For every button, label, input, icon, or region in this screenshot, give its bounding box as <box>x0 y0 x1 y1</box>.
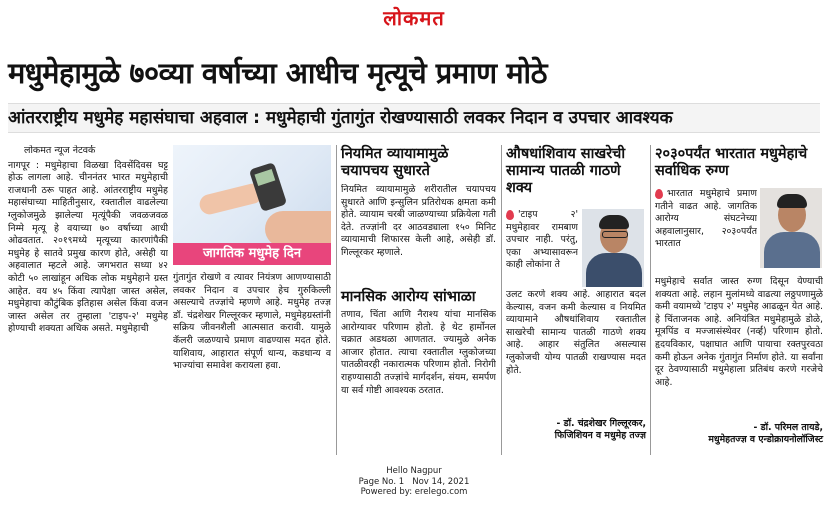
glucose-meter-icon <box>249 162 287 212</box>
article-column-1 <box>8 145 168 457</box>
signature-tayade <box>655 422 823 446</box>
footer-powered-by: Powered by: erelego.com <box>360 487 468 497</box>
glucose-test-photo <box>173 145 331 265</box>
page-footer <box>0 466 828 498</box>
without-medicine-text: उलट करणे शक्य आहे. आहारात बदल केल्यास, वजन कमी केल्यास व नियमित व्यायामाने औषधांशिवाय रक्तातील साखरेची सामान्य पातळी गाठणे शक्य आहे. आहार संतुलित असल्यास ग्लुकोजची योग्य पातळी राखण्यास मदत होते. <box>506 289 646 376</box>
article-text-1: नागपूर : मधुमेहाचा विळखा दिवसेंदिवस घट्ट होऊ लागला आहे. चीननंतर भारत मधुमेहाची राजधानी ठरू पाहत आहे. आंतरराष्ट्रीय मधुमेह महासंघाच्या माहितीनुसार, रक्तातील वाढलेल्या ग्लुकोजमुळे झालेल्या मृत्यूंपैकी जवळजवळ निम्मे मृत्यू हे वयाच्या ७० वर्षाच्या आधी ओढवतात. २०१९मध्ये मृत्यूच्या कारणांपैकी मधुमेह हे सातवे प्रमुख कारण होते, असेही या अहवालात म्हटले आहे. जगभरात सध्या ४२ कोटी ५० लाखांहून अधिक लोक मधुमेहाने ग्रस्त आहेत. वय ४५ किंवा त्यापेक्षा जास्त असेल, मधुमेहाचा कौटुंबिक इतिहास असेल किंवा वजन जास्त असेल तर तुम्हाला 'टाइप-२' मधुमेह होण्याची शक्यता अधिक असते. मधुमेहाची <box>8 159 168 335</box>
signature-name: - डॉ. परिमल तायडे, <box>753 422 823 433</box>
article-column-3b <box>341 309 496 457</box>
exercise-text: नियमित व्यायामामुळे शरीरातील चयापचय सुधारते आणि इन्सुलिन प्रतिरोधक क्षमता कमी होते. व्यायाम चरबी जाळण्याच्या प्रक्रियेला गती देते. तज्ज्ञांनी दर आठवड्याला १५० मिनिट व्यायामाची शिफारस केली आहे, असेही डॉ. गिल्लूरकर म्हणाले. <box>341 184 496 258</box>
masthead-logo: लोकमत <box>383 6 445 30</box>
doctor-photo-tayade <box>760 188 822 268</box>
mental-health-text: तणाव, चिंता आणि नैराश्य यांचा मानसिक आरोग्यावर परिणाम होतो. हे थेट हार्मोनल चक्रात अडथळा आणतात. ज्यामुळे अनेक आजार होतात. त्याचा रक्तातील ग्लुकोजच्या पातळीवरही नकारात्मक परिणाम होतो. निरोगी राहण्यासाठी तज्ज्ञांचे मार्गदर्शन, संयम, समर्पण या सर्व गोष्टी आवश्यक ठरतात. <box>341 309 496 396</box>
column-divider <box>336 145 337 455</box>
column-divider <box>501 145 502 455</box>
signature-name: - डॉ. चंद्रशेखर गिल्लूरकर, <box>556 418 646 429</box>
signature-role: फिजिशियन व मधुमेह तज्ज्ञ <box>554 430 646 441</box>
without-medicine-intro: 'टाइप २' मधुमेहावर रामबाण उपचार नाही. परंतु, एका अभ्यासावरून काही लोकांना ते <box>506 209 578 271</box>
hand-shape <box>265 211 331 247</box>
section-title-mental-health: मानसिक आरोग्य सांभाळा <box>341 289 476 305</box>
india-2030-text: मधुमेहाचे सर्वात जास्त रुग्ण दिसून येण्याची शक्यता आहे. लहान मुलांमध्ये वाढत्या लठ्ठपणामुळे कमी वयामध्ये 'टाइप २' मधुमेह आढळून येत आहे. हे चिंताजनक आहे. अनियंत्रित मधुमेहामुळे डोळे, मूत्रपिंड व मज्जासंस्थेवर (नर्व्ह) परिणाम होतो. हृदयविकार, पक्षाघात आणि पायाचा रक्तपुरवठा कमी होऊन अनेक गुंतागुंत निर्माण होते. या सर्वांना दूर ठेवण्यासाठी मधुमेहाला प्रतिबंध करणे गरजेचे आहे. <box>655 276 823 388</box>
world-diabetes-day-banner: जागतिक मधुमेह दिन <box>173 243 331 265</box>
article-column-3 <box>341 184 496 286</box>
signature-role: मधुमेहतज्ज्ञ व एन्डोक्रायनोलॉजिस्ट <box>708 434 823 445</box>
signature-gillurkar <box>506 418 646 442</box>
article-column-4 <box>506 289 646 401</box>
glasses-shape <box>602 231 628 238</box>
article-column-5-intro <box>655 188 757 272</box>
subheadline: आंतरराष्ट्रीय मधुमेह महासंघाचा अहवाल : मधुमेहाची गुंतागुंत रोखण्यासाठी लवकर निदान व उपचार आवश्यक <box>8 103 820 133</box>
doctor-photo-gillurkar <box>582 209 644 287</box>
article-text-2: गुंतागुंत रोखणे व त्यावर नियंत्रण आणण्यासाठी लवकर निदान व उपचार हेच गुरुकिल्ली असल्याचे तज्ज्ञांचे म्हणणे आहे. मधुमेह तज्ज्ञ डॉ. चंद्रशेखर गिल्लूरकर म्हणाले, मधुमेहग्रस्तांनी सक्रिय जीवनशैली आत्मसात करावी. यामुळे कॅलरी जळण्याचे प्रमाण वाढण्यास मदत होते. याशिवाय, आहारात संपूर्ण धान्य, कडधान्य व भाज्यांचा समावेश करायला हवा. <box>173 272 331 372</box>
article-column-2 <box>173 272 331 457</box>
footer-edition: Hello Nagpur <box>386 466 442 476</box>
section-title-without-medicine: औषधांशिवाय साखरेची सामान्य पातळी गाठणे शक्य <box>506 146 626 196</box>
india-2030-intro: भारतात मधुमेहाचे प्रमाण गतीने वाढत आहे. जागतिक आरोग्य संघटनेच्या अहवालानुसार, २०३०पर्यंत भारतात <box>655 188 757 250</box>
article-column-5 <box>655 276 823 416</box>
section-title-exercise: नियमित व्यायामामुळे चयापचय सुधारते <box>341 146 449 179</box>
article-column-4-intro <box>506 209 578 279</box>
drop-icon <box>655 189 663 199</box>
section-title-india-2030: २०३०पर्यंत भारतात मधुमेहाचे सर्वाधिक रुग्ण <box>655 146 808 179</box>
drop-icon <box>506 210 514 220</box>
column-divider <box>650 145 651 455</box>
footer-page-date: Page No. 1 Nov 14, 2021 <box>358 476 470 487</box>
headline: मधुमेहामुळे ७०व्या वर्षाच्या आधीच मृत्यूचे प्रमाण मोठे <box>8 56 547 90</box>
byline: लोकमत न्यूज नेटवर्क <box>24 145 96 156</box>
